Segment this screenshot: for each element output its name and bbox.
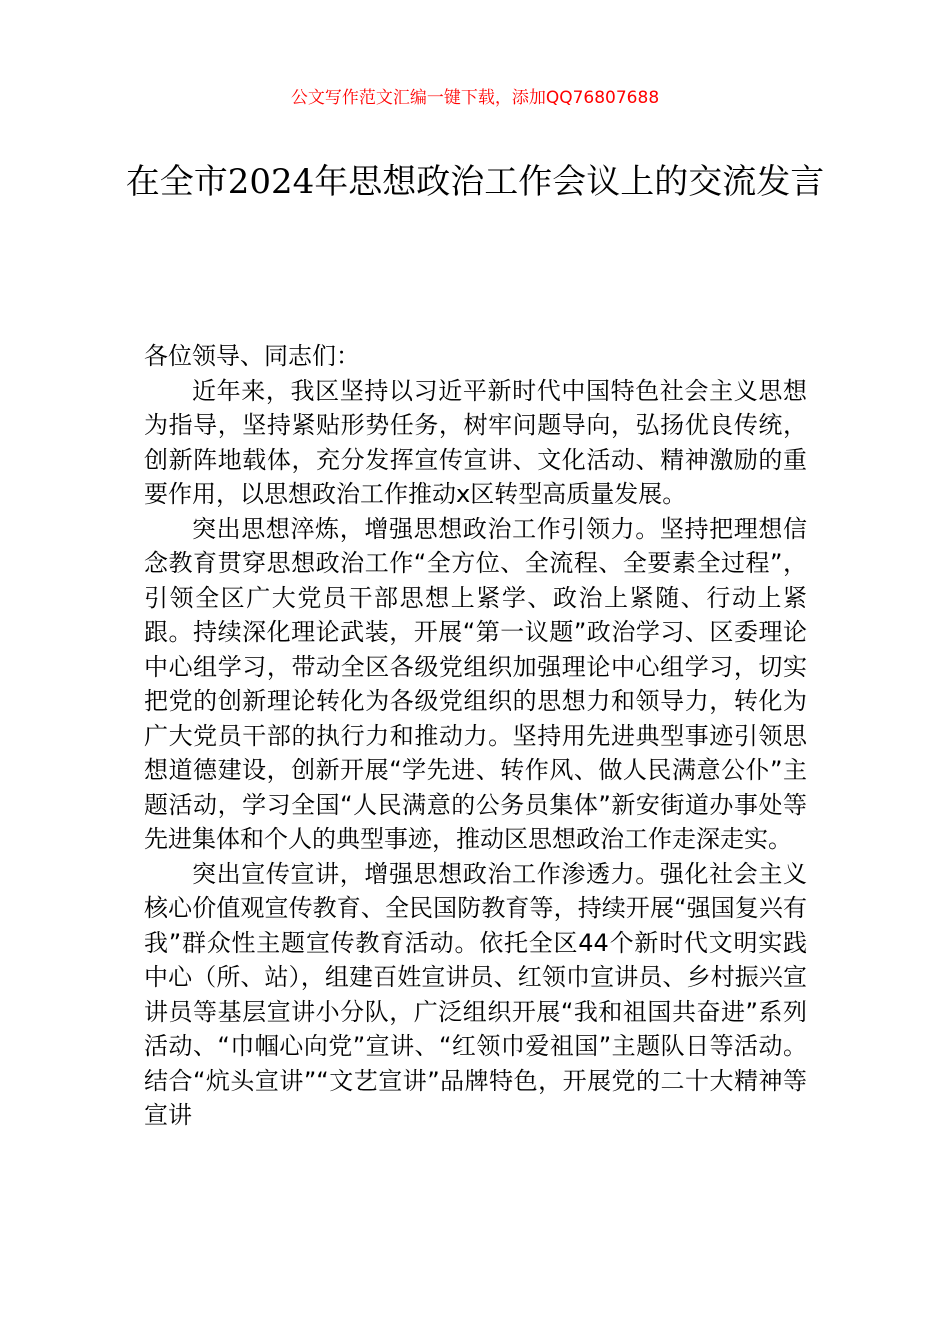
paragraph-intro: 近年来，我区坚持以习近平新时代中国特色社会主义思想为指导，坚持紧贴形势任务，树牢问题导向，弘扬优良传统，创新阵地载体，充分发挥宣传宣讲、文化活动、精神激励的重要作用，以思想政治工作推动x区转型高质量发展。 <box>144 376 807 508</box>
header-download-note: 公文写作范文汇编一键下载，添加QQ76807688 <box>290 88 660 108</box>
document-body <box>144 339 807 1133</box>
paragraph-thought-refinement: 突出思想淬炼，增强思想政治工作引领力。坚持把理想信念教育贯穿思想政治工作“全方位、全流程、全要素全过程”，引领全区广大党员干部思想上紧学、政治上紧随、行动上紧跟。持续深化理论武装，开展“第一议题”政治学习、区委理论中心组学习，带动全区各级党组织加强理论中心组学习，切实把党的创新理论转化为各级党组织的思想力和领导力，转化为广大党员干部的执行力和推动力。坚持用先进典型事迹引领思想道德建设，创新开展“学先进、转作风、做人民满意公仆”主题活动，学习全国“人民满意的公务员集体”新安街道办事处等先进集体和个人的典型事迹，推动区思想政治工作走深走实。 <box>144 514 807 853</box>
paragraph-publicity-lectures: 突出宣传宣讲，增强思想政治工作渗透力。强化社会主义核心价值观宣传教育、全民国防教育等，持续开展“强国复兴有我”群众性主题宣传教育活动。依托全区44个新时代文明实践中心（所、站），组建百姓宣讲员、红领巾宣讲员、乡村振兴宣讲员等基层宣讲小分队，广泛组织开展“我和祖国共奋进”系列活动、“巾帼心向党”宣讲、“红领巾爱祖国”主题队日等活动。结合“炕头宣讲”“文艺宣讲”品牌特色，开展党的二十大精神等宣讲 <box>144 859 807 1129</box>
document-title: 在全市2024年思想政治工作会议上的交流发言 <box>125 162 825 202</box>
salutation: 各位领导、同志们： <box>144 342 360 370</box>
